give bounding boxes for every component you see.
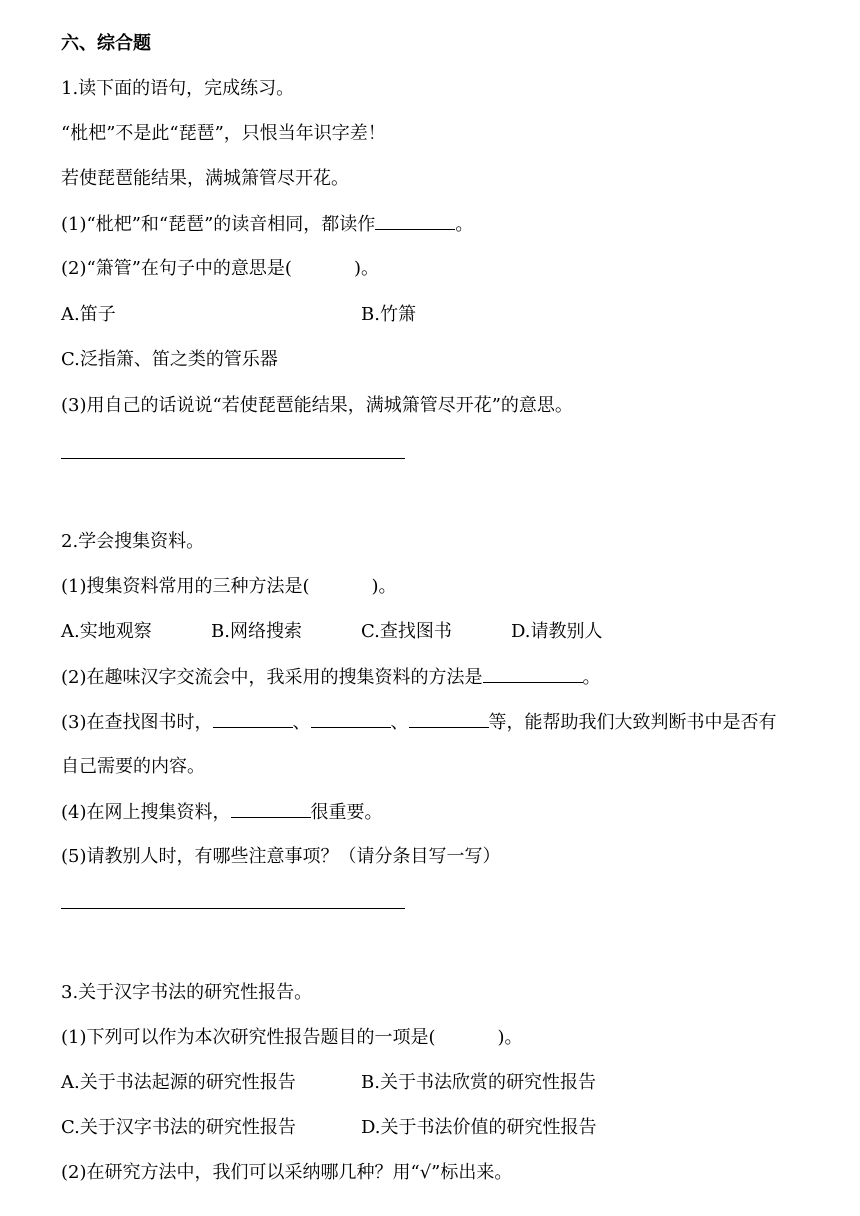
q2-sub5: (5)请教别人时，有哪些注意事项？（请分条目写一写） xyxy=(61,846,501,867)
q1-answer-line[interactable] xyxy=(61,458,405,459)
q2-sub4-blank[interactable] xyxy=(231,799,311,818)
q2-option-d: D.请教别人 xyxy=(511,621,603,642)
q2-sub3-text: (3)在查找图书时， xyxy=(61,712,213,733)
q2-answer-line[interactable] xyxy=(61,908,405,909)
q1-stem: 1.读下面的语句，完成练习。 xyxy=(61,78,295,99)
q3-sub1-text: (1)下列可以作为本次研究性报告题目的一项是( xyxy=(61,1027,436,1048)
q1-sub2-text: (2)“箫管”在句子中的意思是( xyxy=(61,258,292,279)
q2-sub1 xyxy=(61,574,397,600)
q2-sub3 xyxy=(61,709,777,736)
section-title: 六、综合题 xyxy=(61,33,151,54)
q2-option-c: C.查找图书 xyxy=(361,621,452,642)
q2-option-b: B.网络搜索 xyxy=(211,621,302,642)
q2-sub4-end: 很重要。 xyxy=(310,802,383,823)
q2-sub3-sep2: 、 xyxy=(390,712,409,733)
q3-option-c: C.关于汉字书法的研究性报告 xyxy=(61,1117,296,1138)
q1-sub1-end: 。 xyxy=(455,214,474,235)
q2-sub2-end: 。 xyxy=(582,667,601,688)
q1-sub1 xyxy=(61,211,473,238)
q2-sub2-text: (2)在趣味汉字交流会中，我采用的搜集资料的方法是 xyxy=(61,667,483,688)
q1-sub1-text: (1)“枇杷”和“琵琶”的读音相同，都读作 xyxy=(61,214,376,235)
q2-sub2 xyxy=(61,664,601,691)
q2-sub3-continued: 自己需要的内容。 xyxy=(61,756,205,777)
q2-option-a: A.实地观察 xyxy=(61,621,152,642)
q2-stem: 2.学会搜集资料。 xyxy=(61,531,205,552)
q2-sub3-blank-2[interactable] xyxy=(311,709,391,728)
q3-option-a: A.关于书法起源的研究性报告 xyxy=(61,1072,296,1093)
q2-sub1-end: )。 xyxy=(371,576,397,597)
q1-sub2 xyxy=(61,256,379,282)
q1-option-c: C.泛指箫、笛之类的管乐器 xyxy=(61,349,278,370)
q1-sub3: (3)用自己的话说说“若使琵琶能结果，满城箫管尽开花”的意思。 xyxy=(61,395,573,416)
q2-sub4 xyxy=(61,799,383,826)
q2-sub1-text: (1)搜集资料常用的三种方法是( xyxy=(61,576,310,597)
q2-sub3-blank-1[interactable] xyxy=(213,709,293,728)
q1-poem-line1: “枇杷”不是此“琵琶”，只恨当年识字差！ xyxy=(61,123,386,144)
q2-sub4-text: (4)在网上搜集资料， xyxy=(61,802,231,823)
q1-option-a: A.笛子 xyxy=(61,304,116,325)
q3-stem: 3.关于汉字书法的研究性报告。 xyxy=(61,982,313,1003)
q1-option-b: B.竹箫 xyxy=(361,304,416,325)
q2-sub3-sep1: 、 xyxy=(292,712,311,733)
q3-sub1 xyxy=(61,1025,523,1051)
q2-sub3-blank-3[interactable] xyxy=(409,709,489,728)
q3-sub2: (2)在研究方法中，我们可以采纳哪几种？用“√”标出来。 xyxy=(61,1162,513,1183)
q3-option-d: D.关于书法价值的研究性报告 xyxy=(361,1117,597,1138)
q1-sub2-end: )。 xyxy=(353,258,379,279)
q1-poem-line2: 若使琵琶能结果，满城箫管尽开花。 xyxy=(61,168,349,189)
q1-sub1-blank[interactable] xyxy=(375,211,455,230)
q3-sub1-end: )。 xyxy=(497,1027,523,1048)
q3-option-b: B.关于书法欣赏的研究性报告 xyxy=(361,1072,596,1093)
q2-sub3-end: 等，能帮助我们大致判断书中是否有 xyxy=(488,712,777,733)
q2-sub2-blank[interactable] xyxy=(483,664,583,683)
